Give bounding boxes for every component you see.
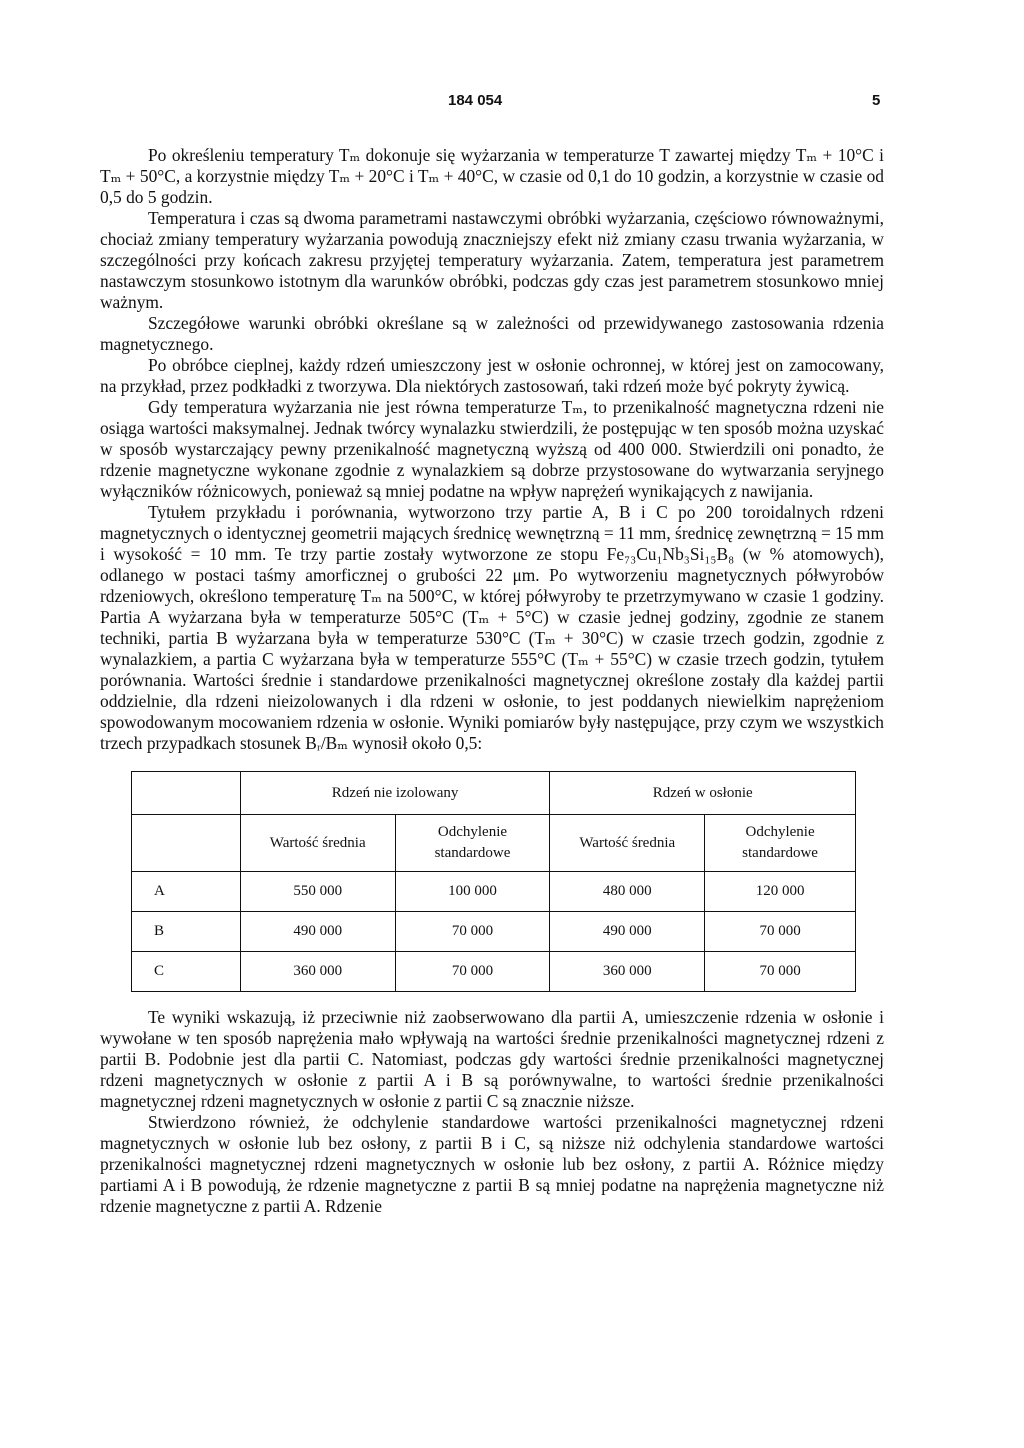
row-label: B bbox=[132, 912, 241, 952]
document-body bbox=[100, 145, 884, 1217]
paragraph: Stwierdzono również, że odchylenie standardowe wartości przenikalności magnetycznej rdzeni magnetycznych w osłonie lub bez osłony, z partii B i C, są niższe niż odchylenia standardowe wartości przenikalności magnetycznej rdzeni magnetycznych w osłonie lub bez osłony, z partii A. Różnice między partiami A i B powodują, że rdzenie magnetyczne z partii B są mniej podatne na naprężenia magnetyczne niż rdzenie magnetyczne z partii A. Rdzenie bbox=[100, 1112, 884, 1216]
paragraph: Gdy temperatura wyżarzania nie jest równa temperaturze Tₘ, to przenikalność magnetyczna rdzeni nie osiąga wartości maksymalnej. Jednak twórcy wynalazku stwierdzili, że postępując w ten sposób można uzyskać w sposób wystarczający pewny przenikalność magnetyczną wyższą od 400 000. Stwierdzili oni ponadto, że rdzenie magnetyczne wykonane zgodnie z wynalazkiem są dobrze przystosowane do wytwarzania seryjnego wyłączników różnicowych, ponieważ są mniej podatne na wpływ naprężeń wynikających z nawijania. bbox=[100, 397, 884, 501]
row-label: A bbox=[132, 872, 241, 912]
sub-header-cell: Wartość średnia bbox=[240, 815, 395, 872]
row-label: C bbox=[132, 952, 241, 992]
table-row bbox=[132, 952, 856, 992]
paragraph: Temperatura i czas są dwoma parametrami nastawczymi obróbki wyżarzania, częściowo równoważnymi, chociaż zmiany temperatury wyżarzania powodują znaczniejszy efekt niż zmiany czasu trwania wyżarzania, w szczególności przy końcach zakresu przyjętej temperatury wyżarzania. Zatem, temperatura jest parametrem nastawczym stosunkowo istotnym dla warunków obróbki, podczas gdy czas jest parametrem stosunkowo mniej ważnym. bbox=[100, 208, 884, 312]
sub-header-cell: Odchylenie standardowe bbox=[705, 815, 856, 872]
paragraph: Szczegółowe warunki obróbki określane są w zależności od przewidywanego zastosowania rdzenia magnetycznego. bbox=[100, 313, 884, 354]
sub-header-cell: Odchylenie standardowe bbox=[395, 815, 550, 872]
results-table-wrapper bbox=[131, 771, 856, 992]
table-row bbox=[132, 872, 856, 912]
table-cell: 100 000 bbox=[395, 872, 550, 912]
table-cell: 550 000 bbox=[240, 872, 395, 912]
results-table bbox=[131, 771, 856, 992]
table-cell: 360 000 bbox=[240, 952, 395, 992]
table-corner-cell bbox=[132, 772, 241, 815]
paragraph: Te wyniki wskazują, iż przeciwnie niż zaobserwowano dla partii A, umieszczenie rdzenia w osłonie i wywołane w ten sposób naprężenia mało wpływają na wartości średnie przenikalności magnetycznej rdzeni z partii B. Podobnie jest dla partii C. Natomiast, podczas gdy wartości średnie przenikalności magnetycznej rdzeni magnetycznych w osłonie z partii A i B są porównywalne, to wartości średnie przenikalności magnetycznej rdzeni magnetycznych w osłonie z partii C są znacznie niższe. bbox=[100, 1007, 884, 1111]
sub-header-cell: Wartość średnia bbox=[550, 815, 705, 872]
table-cell: 490 000 bbox=[240, 912, 395, 952]
group-header-uninsulated: Rdzeń nie izolowany bbox=[240, 772, 550, 815]
group-header-in-casing: Rdzeń w osłonie bbox=[550, 772, 856, 815]
page-number: 5 bbox=[872, 92, 881, 109]
paragraphs-after-table bbox=[100, 1007, 884, 1217]
table-empty-cell bbox=[132, 815, 241, 872]
table-row bbox=[132, 912, 856, 952]
table-cell: 70 000 bbox=[705, 952, 856, 992]
table-cell: 360 000 bbox=[550, 952, 705, 992]
table-cell: 70 000 bbox=[705, 912, 856, 952]
table-group-header-row bbox=[132, 772, 856, 815]
table-cell: 120 000 bbox=[705, 872, 856, 912]
table-sub-header-row bbox=[132, 815, 856, 872]
paragraph: Po określeniu temperatury Tₘ dokonuje się wyżarzania w temperaturze T zawartej między Tₘ + 10°C i Tₘ + 50°C, a korzystnie między Tₘ + 20°C i Tₘ + 40°C, w czasie od 0,1 do 10 godzin, a korzystnie w czasie od 0,5 do 5 godzin. bbox=[100, 145, 884, 207]
paragraph: Po obróbce cieplnej, każdy rdzeń umieszczony jest w osłonie ochronnej, w której jest on zamocowany, na przykład, przez podkładki z tworzywa. Dla niektórych zastosowań, taki rdzeń może być pokryty żywicą. bbox=[100, 355, 884, 396]
table-cell: 70 000 bbox=[395, 912, 550, 952]
paragraph: Tytułem przykładu i porównania, wytworzono trzy partie A, B i C po 200 toroidalnych rdzeni magnetycznych o identycznej geometrii mających średnicę wewnętrzną = 11 mm, średnicę zewnętrzną = 15 mm i wysokość = 10 mm. Te trzy partie zostały wytworzone ze stopu Fe₇₃Cu₁Nb₃Si₁₅B₈ (w % atomowych), odlanego w postaci taśmy amorficznej o grubości 22 μm. Po wytworzeniu magnetycznych półwyrobów rdzeniowych, określono temperaturę Tₘ na 500°C, w której półwyroby te przetrzymywano w czasie 1 godziny. Partia A wyżarzana była w temperaturze 505°C (Tₘ + 5°C) w czasie jednej godziny, zgodnie ze stanem techniki, partia B wyżarzana była w temperaturze 530°C (Tₘ + 30°C) w czasie trzech godzin, zgodnie z wynalazkiem, a partia C wyżarzana była w temperaturze 555°C (Tₘ + 55°C) w czasie trzech godzin, tytułem porównania. Wartości średnie i standardowe przenikalności magnetycznej określone zostały dla każdej partii oddzielnie, dla rdzeni nieizolowanych i dla rdzeni w osłonie, to jest poddanych niewielkim naprężeniom spowodowanym mocowaniem rdzenia w osłonie. Wyniki pomiarów były następujące, przy czym we wszystkich trzech przypadkach stosunek Bᵣ/Bₘ wynosił około 0,5: bbox=[100, 502, 884, 753]
table-cell: 490 000 bbox=[550, 912, 705, 952]
table-cell: 70 000 bbox=[395, 952, 550, 992]
page-header bbox=[0, 92, 1024, 116]
table-cell: 480 000 bbox=[550, 872, 705, 912]
document-number: 184 054 bbox=[448, 92, 503, 109]
